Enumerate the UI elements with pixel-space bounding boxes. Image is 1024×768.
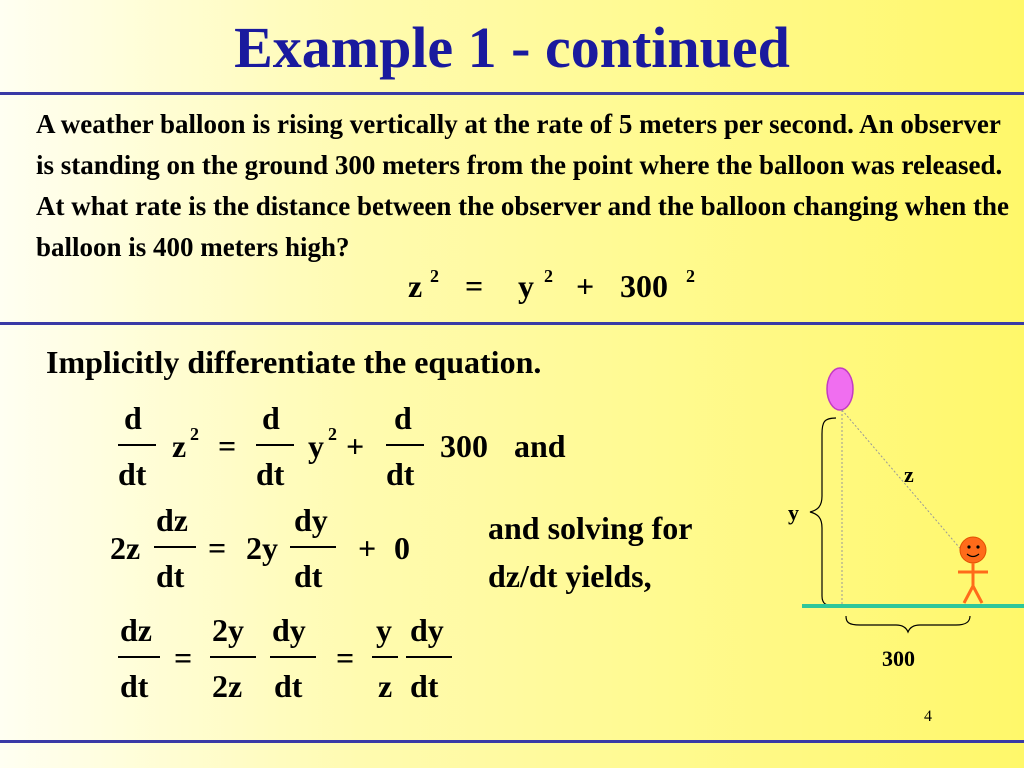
problem-statement: A weather balloon is rising vertically at the rate of 5 meters per second. An observer is standing on the ground 300 meters from the point where the balloon was released. At what rate is the distance between the observer and the balloon changing when the balloon is 400 meters high? (36, 109, 1009, 262)
instruction-text: Implicitly differentiate the equation. (46, 344, 542, 380)
l3-frac1-bar (118, 656, 160, 658)
frac1-bar (118, 444, 156, 446)
note-line-2: dz/dt yields, (488, 558, 652, 594)
eq-300-exp: 2 (686, 266, 695, 286)
l3-frac5-bar (406, 656, 452, 658)
l2-equals: = (208, 530, 227, 566)
l2-dt2: dt (294, 558, 323, 594)
diagram-base-label: 300 (882, 646, 915, 671)
page-number: 4 (924, 708, 932, 725)
l1-equals: = (218, 428, 237, 464)
l3-dt2: dt (274, 668, 303, 704)
l3-equals-1: = (174, 640, 193, 676)
l1-z-exp: 2 (190, 424, 199, 444)
eq-z-exp: 2 (430, 266, 439, 286)
balloon-diagram (780, 360, 1024, 670)
note-line-1: and solving for (488, 510, 693, 546)
height-brace (810, 418, 836, 606)
eq-300: 300 (620, 268, 668, 304)
l2-dz: dz (156, 502, 188, 538)
l2-2y: 2y (246, 530, 278, 566)
observer-stick-figure (958, 537, 988, 603)
l3-frac2-bar (210, 656, 256, 658)
l3-frac3-bar (270, 656, 316, 658)
eq-z: z (408, 268, 423, 304)
l2-dy: dy (294, 502, 328, 538)
frac2-num: d (262, 400, 280, 436)
l2-frac1-bar (154, 546, 196, 548)
bottom-divider (0, 740, 1024, 743)
l3-2z: 2z (212, 668, 243, 704)
l3-dy1: dy (272, 612, 306, 648)
l1-plus: + (346, 428, 365, 464)
l1-300: 300 (440, 428, 488, 464)
slide-title: Example 1 - continued (234, 15, 790, 80)
eq-plus: + (576, 268, 595, 304)
top-divider (0, 92, 1024, 95)
l1-and: and (514, 428, 566, 464)
l2-zero: 0 (394, 530, 410, 566)
l1-y: y (308, 428, 324, 464)
frac3-bar (386, 444, 424, 446)
l1-z: z (172, 428, 187, 464)
l2-frac2-bar (290, 546, 336, 548)
balloon-icon (827, 368, 853, 410)
eq-y-exp: 2 (544, 266, 553, 286)
frac1-num: d (124, 400, 142, 436)
diagram-z-label: z (904, 462, 914, 487)
frac3-den: dt (386, 456, 415, 492)
l3-dz: dz (120, 612, 152, 648)
diagram-y-label: y (788, 500, 799, 525)
l3-dt3: dt (410, 668, 439, 704)
l3-y: y (376, 612, 392, 648)
eq-y: y (518, 268, 534, 304)
l1-y-exp: 2 (328, 424, 337, 444)
l3-dy2: dy (410, 612, 444, 648)
middle-divider (0, 322, 1024, 325)
l3-equals-2: = (336, 640, 355, 676)
l2-dt1: dt (156, 558, 185, 594)
l3-frac4-bar (372, 656, 398, 658)
base-brace (846, 616, 970, 632)
frac2-bar (256, 444, 294, 446)
l2-plus: + (358, 530, 377, 566)
frac3-num: d (394, 400, 412, 436)
l3-z: z (378, 668, 393, 704)
eq-equals: = (465, 268, 484, 304)
frac1-den: dt (118, 456, 147, 492)
frac2-den: dt (256, 456, 285, 492)
l3-dt1: dt (120, 668, 149, 704)
l2-2z: 2z (110, 530, 141, 566)
l3-2y: 2y (212, 612, 244, 648)
